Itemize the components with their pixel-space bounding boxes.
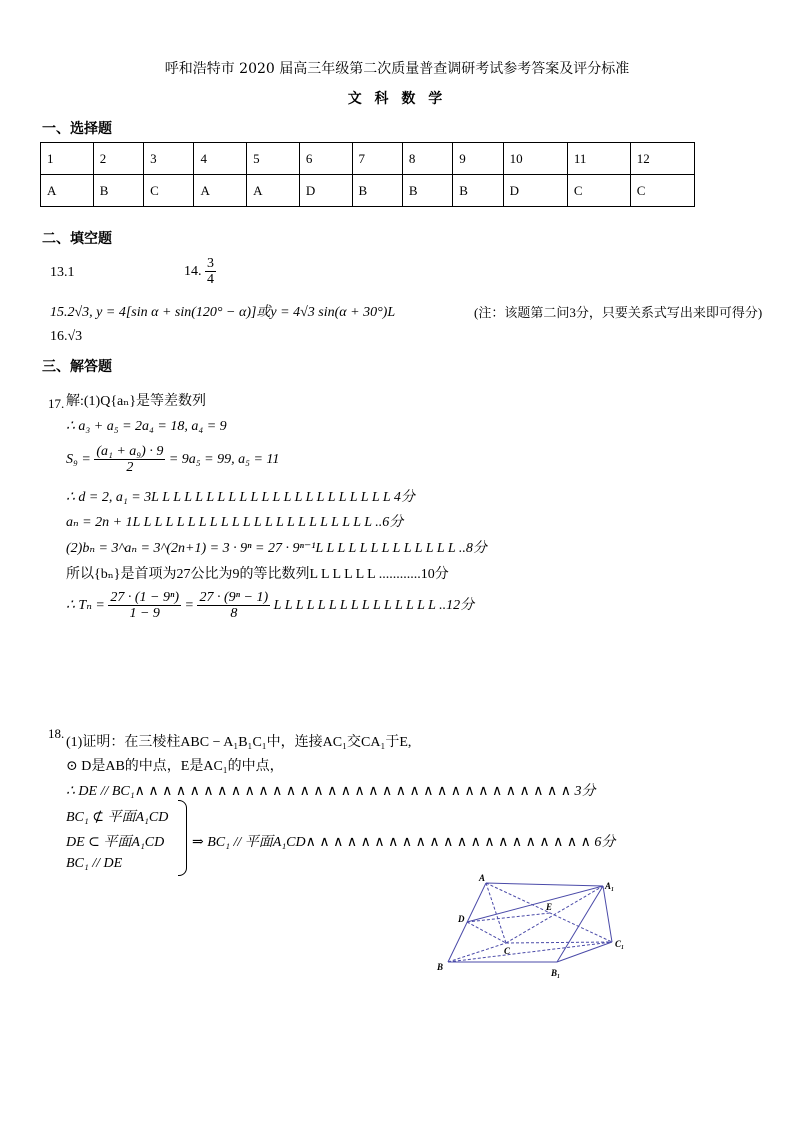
answer-13: 13.1 [50,265,75,280]
problem-18-line-2: ⊙ D是AB的中点，E是AC₁的中点， [66,759,284,774]
problem-17-number: 17. [48,396,65,411]
table-cell: A [247,175,300,207]
problem-17-line-8 [66,590,474,622]
edge-a1-c1 [603,886,612,942]
tn-fraction-2 [197,590,270,622]
tn-label: ∴ Tₙ = [66,598,105,614]
label-d: D [458,914,465,924]
table-cell: A [41,175,94,207]
edge-d-c [467,922,506,943]
table-row-answers [41,175,695,207]
label-e: E [546,902,553,912]
fraction-denominator: 1 − 9 [129,606,160,622]
condition-2: DE ⊂ 平面A₁CD [66,835,165,850]
section-heading-fill: 二、填空题 [42,231,112,247]
table-cell: 8 [402,143,452,175]
tn-fraction-1 [108,590,181,622]
table-cell: B [402,175,452,207]
table-cell: 7 [352,143,402,175]
table-cell: 6 [299,143,352,175]
table-cell: B [453,175,503,207]
problem-17-line-1: 解:(1)Q{aₙ}是等差数列 [66,394,207,409]
table-row-numbers [41,143,695,175]
table-cell: 11 [567,143,630,175]
table-cell: B [352,175,402,207]
label-a1: A₁ [605,881,615,891]
answer-16: 16.√3 [50,329,83,344]
sum-result: = 9a₅ = 99, a₅ = 11 [168,452,280,468]
problem-18-conclusion: ⇒ BC₁ // 平面A₁CD∧ ∧ ∧ ∧ ∧ ∧ ∧ ∧ ∧ ∧ ∧ ∧ ∧ ∧ ∧ ∧ ∧ ∧ ∧ ∧ ∧ 6分 [192,835,616,850]
page-title: 呼和浩特市 2020 届高三年级第二次质量普查调研考试参考答案及评分标准 [164,61,630,77]
problem-18-number: 18. [48,726,65,741]
table-cell: 9 [453,143,503,175]
table-cell: 10 [503,143,567,175]
sum-fraction [94,444,165,476]
table-cell: 3 [144,143,194,175]
right-brace [178,800,187,876]
section-heading-solve: 三、解答题 [42,359,112,375]
edge-c-a1 [506,886,603,943]
fraction-denominator: 4 [207,272,214,288]
condition-1: BC₁ ⊄ 平面A₁CD [66,810,169,825]
problem-18-line-3: ∴ DE // BC₁∧ ∧ ∧ ∧ ∧ ∧ ∧ ∧ ∧ ∧ ∧ ∧ ∧ ∧ ∧ ∧ ∧ ∧ ∧ ∧ ∧ ∧ ∧ ∧ ∧ ∧ ∧ ∧ ∧ ∧ ∧ ∧ 3分 [66,784,596,799]
label-c: C [504,946,511,956]
edge-a-a1 [486,883,603,886]
table-cell: B [93,175,143,207]
label-c1: C₁ [615,939,625,949]
table-cell: C [567,175,630,207]
problem-17-line-4: ∴ d = 2, a₁ = 3L L L L L L L L L L L L L L L L L L L L L L 4分 [66,490,415,505]
table-cell: A [194,175,247,207]
label-b1: B₁ [551,968,561,978]
fraction-denominator: 2 [126,460,134,476]
edge-d-e [467,913,550,922]
edge-a1-b1 [557,886,603,962]
table-cell: 1 [41,143,94,175]
table-cell: 4 [194,143,247,175]
answer-15: 15.2√3, y = 4[sin α + sin(120° − α)]或y = 4√3 sin(α + 30°)L [50,305,396,320]
answer-14-prefix: 14. [184,264,202,280]
fraction-denominator: 8 [230,606,238,622]
edge-c-c1 [506,942,612,943]
choice-answer-table [40,142,695,207]
edge-b-c1 [448,942,612,962]
problem-17-line-7: 所以{bₙ}是首项为27公比为9的等比数列L L L L L L ............10分 [66,567,449,582]
table-cell: 2 [93,143,143,175]
table-cell: 12 [630,143,694,175]
table-cell: C [144,175,194,207]
section-heading-choice: 一、选择题 [42,121,112,137]
label-b: B [437,962,444,972]
table-cell: 5 [247,143,300,175]
fraction-numerator: 27 · (1 − 9ⁿ) [110,590,180,605]
answer-15-note: (注：该题第二问3分，只要关系式写出来即可得分) [474,305,763,320]
fraction-numerator: (a₁ + a₉) · 9 [96,444,164,459]
fraction-numerator: 3 [207,256,214,271]
condition-3: BC₁ // DE [66,856,123,871]
problem-17-line-5: aₙ = 2n + 1L L L L L L L L L L L L L L L L L L L L L L ..6分 [66,515,404,530]
label-a: A [479,873,486,883]
prism-figure [426,870,640,982]
problem-17-line-3 [66,444,279,476]
table-cell: C [630,175,694,207]
edge-b-c [448,943,506,962]
score-marker: L L L L L L L L L L L L L L L ..12分 [273,598,475,614]
answer-14 [184,256,216,288]
sum-label: S₉ = [66,452,91,468]
equals-sign: = [184,598,194,614]
problem-17-line-6: (2)bₙ = 3^aₙ = 3^(2n+1) = 3 · 9ⁿ = 27 · 9ⁿ⁻¹L L L L L L L L L L L L L ..8分 [66,541,487,556]
fraction-numerator: 27 · (9ⁿ − 1) [199,590,269,605]
subject-title: 文 科 数 学 [347,91,447,107]
table-cell: D [299,175,352,207]
edge-d-a1 [467,886,603,922]
answer-14-fraction [205,256,216,288]
table-cell: D [503,175,567,207]
problem-17-line-2: ∴ a₃ + a₅ = 2a₄ = 18, a₄ = 9 [66,419,227,434]
problem-18-line-1: (1)证明：在三棱柱ABC − A₁B₁C₁中，连接AC₁交CA₁于E, [66,735,412,750]
